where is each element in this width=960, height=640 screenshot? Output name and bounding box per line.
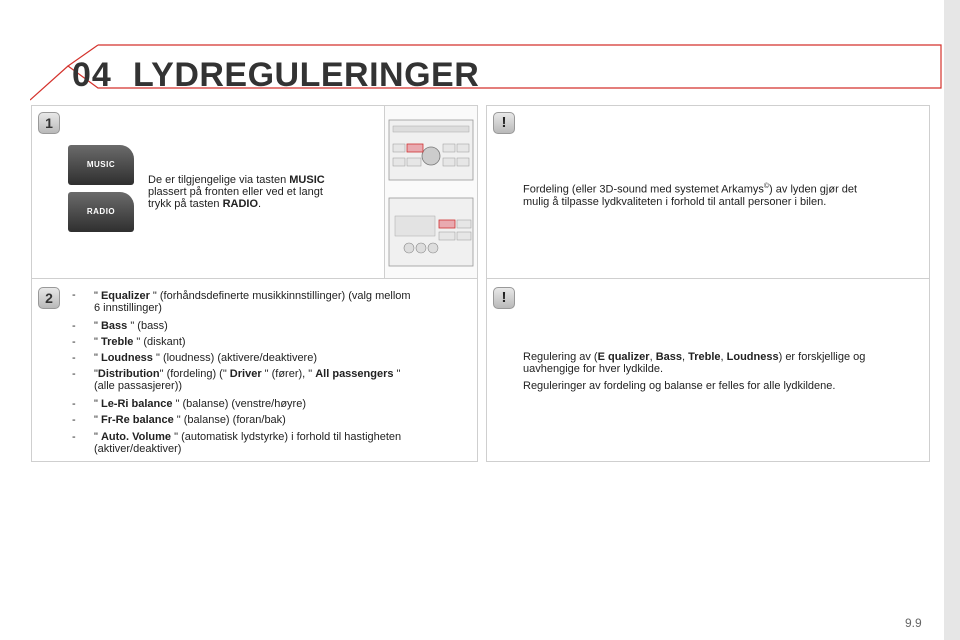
list-item-bass: " Bass " (bass) xyxy=(94,320,168,332)
list-item-distribution: "Distribution" (fordeling) (" Driver " (fører), " All passengers " (alle passasjerer)) xyxy=(94,368,401,392)
list-item-treble: " Treble " (diskant) xyxy=(94,336,186,348)
radio-unit-illustration xyxy=(384,106,477,278)
list-item-loudness: " Loudness " (loudness) (aktivere/deaktivere) xyxy=(94,352,318,364)
music-key-image: MUSIC xyxy=(68,145,134,185)
bullet: - xyxy=(72,398,76,410)
radio-unit-drawing xyxy=(385,106,477,278)
access-text: De er tilgjengelige via tasten MUSIC plassert på fronten eller ved et langt trykk på tasten RADIO. xyxy=(148,174,325,210)
bullet: - xyxy=(72,336,76,348)
bullet: - xyxy=(72,368,76,380)
warning-icon: ! xyxy=(493,287,515,309)
note-regulation-text: Regulering av (E qualizer, Bass, Treble, Loudness) er forskjellige og uavhengige for hver lydkilde. Reguleringer av fordeling og balanse er felles for alle lydkildene. xyxy=(523,351,866,392)
step-badge-1: 1 xyxy=(38,112,60,134)
list-item-le-ri-balance: " Le-Ri balance " (balanse) (venstre/høyre) xyxy=(94,398,307,410)
list-item-fr-re-balance: " Fr-Re balance " (balanse) (foran/bak) xyxy=(94,414,286,426)
chapter-number: 04 xyxy=(72,56,112,94)
page-edge-strip xyxy=(944,0,960,640)
bullet: - xyxy=(72,414,76,426)
list-item-equalizer: " Equalizer " (forhåndsdefinerte musikkinnstillinger) (valg mellom 6 innstillinger) xyxy=(94,290,411,314)
page-number: 9.9 xyxy=(905,616,922,630)
list-item-auto-volume: " Auto. Volume " (automatisk lydstyrke) i forhold til hastigheten (aktiver/deaktiver) xyxy=(94,431,402,455)
warning-icon: ! xyxy=(493,112,515,134)
bullet: - xyxy=(72,352,76,364)
radio-key-image: RADIO xyxy=(68,192,134,232)
note-distribution-text: Fordeling (eller 3D-sound med systemet Arkamys©) av lyden gjør det mulig å tilpasse lydkvaliteten i forhold til antall personer i bilen. xyxy=(523,183,858,208)
page-title: LYDREGULERINGER xyxy=(133,56,480,94)
bullet: - xyxy=(72,320,76,332)
bullet: - xyxy=(72,431,76,443)
step-badge-2: 2 xyxy=(38,287,60,309)
bullet: - xyxy=(72,289,76,301)
